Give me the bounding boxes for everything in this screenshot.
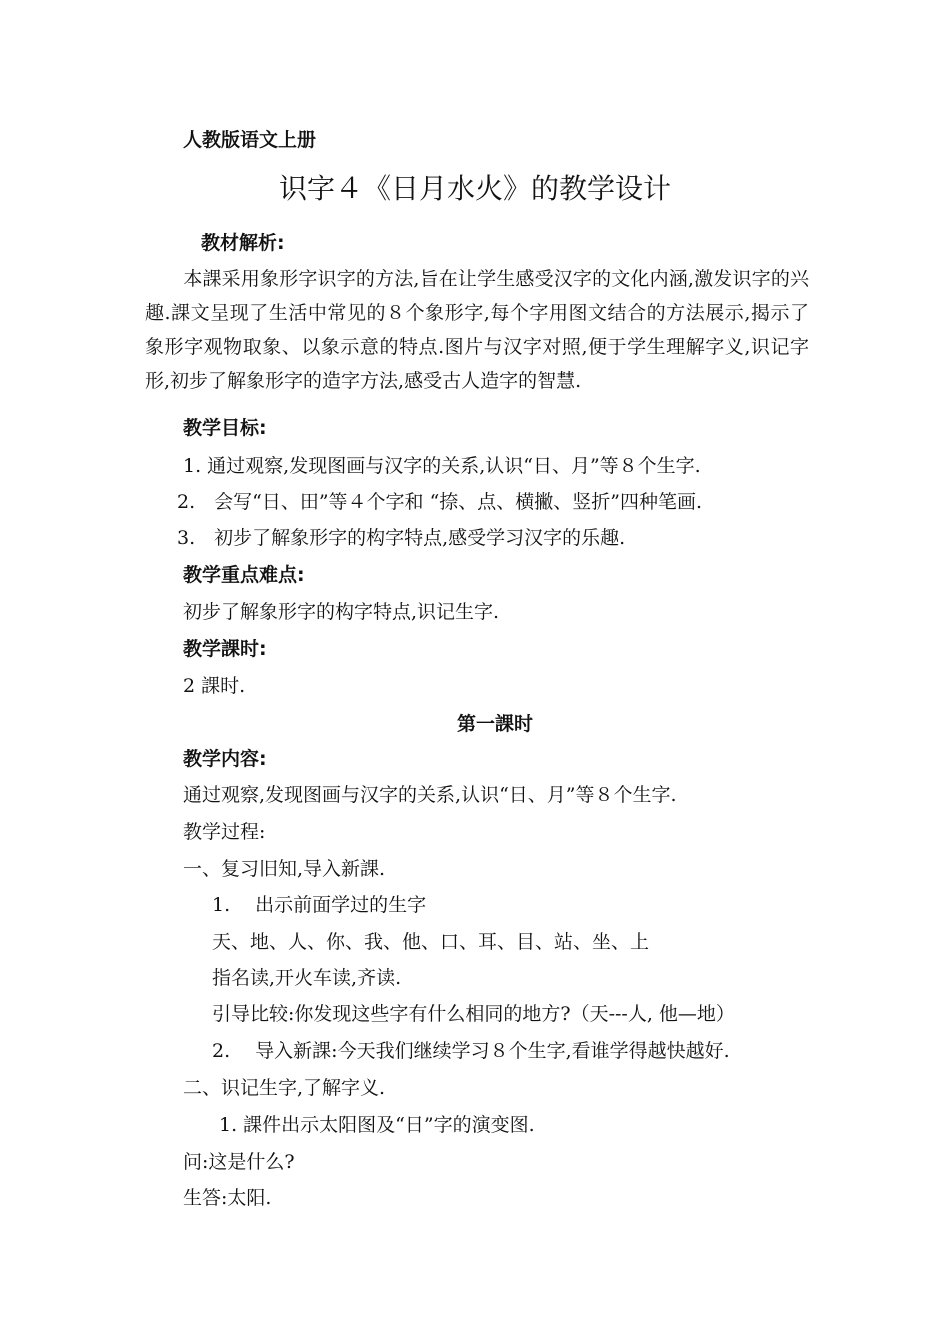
step-2: 二、识记生字,了解字义. — [183, 1077, 386, 1099]
analysis-line: 象形字观物取象、以象示意的特点.图片与汉字对照,便于学生理解字义,识记字 — [145, 336, 809, 358]
page-title: 识字４《日月水火》的教学设计 — [278, 172, 671, 205]
hours-heading: 教学課时: — [183, 638, 267, 660]
goals-heading: 教学目标: — [183, 417, 267, 439]
analysis-line: 趣.課文呈现了生活中常见的８个象形字,每个字用图文结合的方法展示,揭示了 — [145, 302, 809, 324]
hours-text: 2 課时. — [183, 675, 246, 697]
publisher-label: 人教版语文上册 — [183, 129, 317, 151]
question-text: 问:这是什么? — [183, 1151, 295, 1173]
characters-list: 天、地、人、你、我、他、口、耳、目、站、坐、上 — [212, 931, 650, 953]
goal-item: 3. 初步了解象形字的构字特点,感受学习汉字的乐趣. — [177, 527, 626, 549]
content-text: 通过观察,发现图画与汉字的关系,认识“日、月”等８个生字. — [183, 784, 677, 806]
content-heading: 教学内容: — [183, 748, 267, 770]
lesson1-heading: 第一課时 — [456, 713, 533, 735]
process-heading: 教学过程: — [183, 821, 266, 843]
reading-methods: 指名读,开火车读,齐读. — [212, 967, 402, 989]
key-points-text: 初步了解象形字的构字特点,识记生字. — [183, 601, 500, 623]
compare-prompt: 引导比较:你发现这些字有什么相同的地方?（天---人, 他—地） — [212, 1003, 735, 1025]
step-1: 一、复习旧知,导入新課. — [183, 858, 386, 880]
key-points-heading: 教学重点难点: — [183, 564, 305, 586]
analysis-line: 形,初步了解象形字的造字方法,感受古人造字的智慧. — [145, 370, 582, 392]
analysis-heading: 教材解析: — [201, 232, 285, 254]
step-2-1: 1. 課件出示太阳图及“日”字的演变图. — [219, 1114, 535, 1136]
analysis-line: 本課采用象形字识字的方法,旨在让学生感受汉字的文化内涵,激发识字的兴 — [145, 268, 809, 290]
goal-item: 1. 通过观察,发现图画与汉字的关系,认识“日、月”等８个生字. — [183, 455, 701, 477]
goal-item: 2. 会写“日、田”等４个字和 “捺、点、横撇、竖折”四种笔画. — [177, 491, 703, 513]
step-1-1: 1. 出示前面学过的生字 — [212, 894, 427, 916]
answer-text: 生答:太阳. — [183, 1187, 272, 1209]
step-1-2: 2. 导入新課:今天我们继续学习８个生字,看谁学得越快越好. — [212, 1040, 730, 1062]
